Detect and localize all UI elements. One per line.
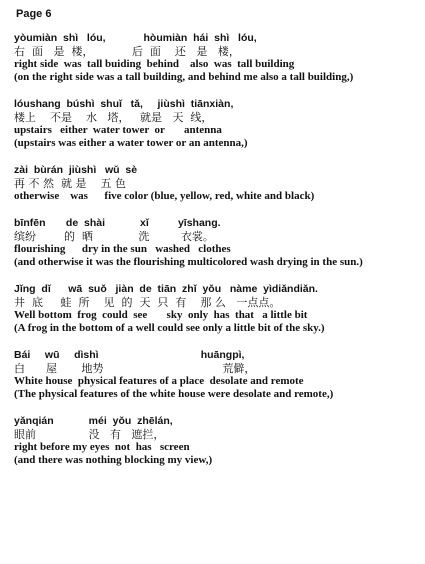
translation-line: (The physical features of the white house were desolate and remote,) bbox=[14, 388, 334, 400]
hanzi-line: 楼上 不是 水 塔， 就是 天 线， bbox=[14, 111, 213, 124]
pinyin-line: yǎnqián méi yǒu zhēlán, bbox=[14, 415, 173, 427]
hanzi-line: 缤纷 的 晒 洗 衣裳。 bbox=[14, 230, 214, 243]
translation-line: (and otherwise it was the flourishing multicolored wash drying in the sun.) bbox=[14, 256, 363, 268]
gloss-line: White house physical features of a place desolate and remote bbox=[14, 375, 304, 387]
stanza-1 bbox=[14, 32, 414, 84]
stanza-2 bbox=[14, 98, 414, 150]
pinyin-line: lóushang búshì shuǐ tǎ, jiùshì tiānxiàn, bbox=[14, 98, 234, 110]
gloss-line: right side was tall buiding behind also was tall building bbox=[14, 58, 295, 70]
stanza-6 bbox=[14, 349, 414, 401]
translation-line: (A frog in the bottom of a well could see only a little bit of the sky.) bbox=[14, 322, 325, 334]
gloss-line: otherwise was five color (blue, yellow, red, white and black) bbox=[14, 190, 315, 202]
pinyin-line: yòumiàn shì lóu, hòumiàn hái shì lóu, bbox=[14, 32, 257, 44]
hanzi-line: 右 面 是 楼， 后 面 还 是 楼， bbox=[14, 45, 240, 58]
stanza-4 bbox=[14, 217, 414, 269]
pinyin-line: Jǐng dǐ wā suǒ jiàn de tiān zhǐ yǒu nàme yìdiǎndiǎn. bbox=[14, 283, 318, 295]
translation-line: (and there was nothing blocking my view,) bbox=[14, 454, 213, 466]
stanza-7 bbox=[14, 415, 414, 467]
pinyin-line: zài bùrán jiùshì wǔ sè bbox=[14, 164, 138, 176]
document-page bbox=[14, 8, 414, 481]
hanzi-line: 白 屋 地势 荒僻， bbox=[14, 362, 256, 375]
hanzi-line: 井 底 蛙 所 见 的 天 只 有 那 么 一点点。 bbox=[14, 296, 281, 309]
stanza-3 bbox=[14, 164, 414, 203]
translation-line: (upstairs was either a water tower or an antenna,) bbox=[14, 137, 248, 149]
translation-line: (on the right side was a tall building, and behind me also a tall building,) bbox=[14, 71, 354, 83]
hanzi-line: 眼前 没 有 遮拦， bbox=[14, 428, 165, 441]
gloss-line: Well bottom frog could see sky only has that a little bit bbox=[14, 309, 308, 321]
hanzi-line: 再 不 然 就 是 五 色 bbox=[14, 177, 126, 190]
gloss-line: right before my eyes not has screen bbox=[14, 441, 190, 453]
stanza-5 bbox=[14, 283, 414, 335]
gloss-line: flourishing dry in the sun washed clothes bbox=[14, 243, 231, 255]
gloss-line: upstairs either water tower or antenna bbox=[14, 124, 222, 136]
pinyin-line: Bái wū dìshì huāngpì, bbox=[14, 349, 245, 361]
page-title: Page 6 bbox=[16, 8, 52, 20]
pinyin-line: bīnfēn de shài xǐ yīshang. bbox=[14, 217, 221, 229]
